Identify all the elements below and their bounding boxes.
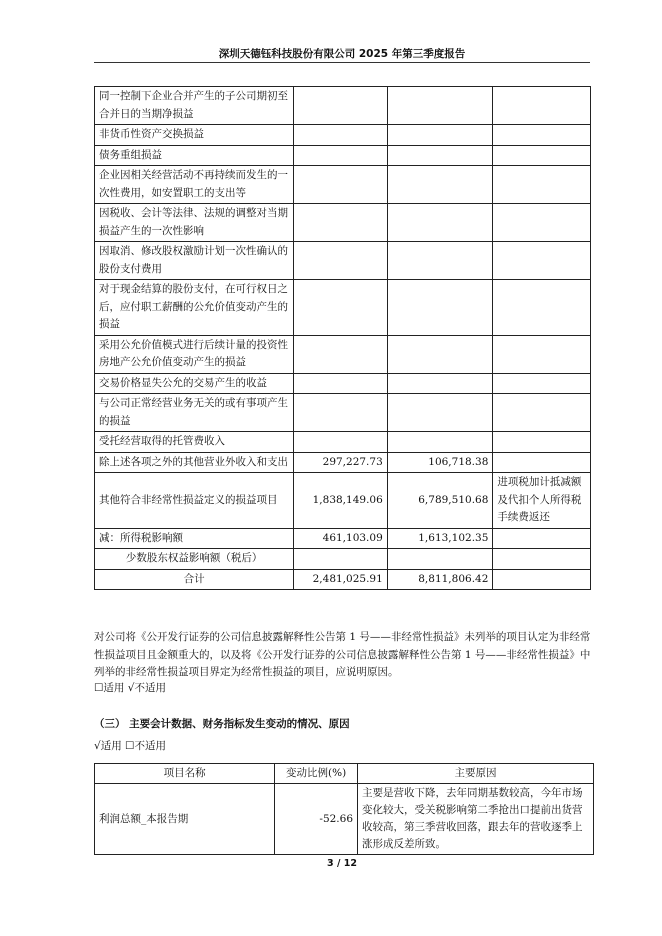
ytd-cell: 8,811,806.42 — [387, 569, 493, 590]
ytd-cell — [387, 87, 493, 125]
table-row — [95, 549, 591, 570]
current-period-cell: 2,481,025.91 — [294, 569, 388, 590]
item-label-cell: 减：所得税影响额 — [95, 528, 294, 549]
column-header-item: 项目名称 — [95, 764, 275, 784]
note-cell — [493, 394, 591, 432]
note-cell — [493, 166, 591, 204]
note-cell — [493, 432, 591, 453]
item-label-cell: 非货币性资产交换损益 — [95, 125, 294, 146]
ytd-cell — [387, 394, 493, 432]
table-row — [95, 784, 594, 855]
change-ratio-cell: -52.66 — [275, 784, 358, 855]
item-label-cell: 与公司正常经营业务无关的或有事项产生的损益 — [95, 394, 294, 432]
note-cell — [493, 242, 591, 280]
item-label-cell: 受托经营取得的托管费收入 — [95, 432, 294, 453]
item-label-cell: 因取消、修改股权激励计划一次性确认的股份支付费用 — [95, 242, 294, 280]
note-cell — [493, 452, 591, 473]
ytd-cell — [387, 549, 493, 570]
ytd-cell — [387, 335, 493, 373]
ytd-cell — [387, 432, 493, 453]
table-row — [95, 373, 591, 394]
ytd-cell — [387, 145, 493, 166]
note-cell — [493, 373, 591, 394]
current-period-cell — [294, 549, 388, 570]
item-label-cell: 采用公允价值模式进行后续计量的投资性房地产公允价值变动产生的损益 — [95, 335, 294, 373]
table-row — [95, 145, 591, 166]
table-header-row — [95, 764, 594, 784]
table-row — [95, 432, 591, 453]
table-row — [95, 125, 591, 146]
note-cell — [493, 280, 591, 336]
item-label-cell: 对于现金结算的股份支付，在可行权日之后，应付职工薪酬的公允价值变动产生的损益 — [95, 280, 294, 336]
note-cell: 进项税加计抵减额及代扣个人所得税手续费返还 — [493, 473, 591, 529]
ytd-cell: 6,789,510.68 — [387, 473, 493, 529]
note-paragraph: 对公司将《公开发行证券的公司信息披露解释性公告第 1 号——非经常性损益》未列举的项目认定为非经常性损益项目且金额重大的，以及将《公开发行证券的公司信息披露解释性公告第 1 号——非经常性损益》中列举的非经常性损益项目界定为经常性损益的项目，应说明原因。 — [94, 631, 591, 678]
note-cell — [493, 569, 591, 590]
item-label-cell: 企业因相关经营活动不再持续而发生的一次性费用，如安置职工的支出等 — [95, 166, 294, 204]
table-row — [95, 87, 591, 125]
note-cell — [493, 549, 591, 570]
ytd-cell — [387, 280, 493, 336]
ytd-cell: 106,718.38 — [387, 452, 493, 473]
note-cell — [493, 87, 591, 125]
header-divider — [94, 62, 590, 63]
current-period-cell — [294, 145, 388, 166]
column-header-reason: 主要原因 — [358, 764, 594, 784]
note-cell — [493, 528, 591, 549]
item-label-cell: 因税收、会计等法律、法规的调整对当期损益产生的一次性影响 — [95, 204, 294, 242]
table-row — [95, 452, 591, 473]
item-label-cell: 交易价格显失公允的交易产生的收益 — [95, 373, 294, 394]
ytd-cell — [387, 125, 493, 146]
current-period-cell: 1,838,149.06 — [294, 473, 388, 529]
item-label-cell: 合计 — [95, 569, 294, 590]
item-label-cell: 其他符合非经常性损益定义的损益项目 — [95, 473, 294, 529]
note-cell — [493, 145, 591, 166]
ytd-cell: 1,613,102.35 — [387, 528, 493, 549]
applicability-option-1: ☐适用 √不适用 — [94, 682, 166, 694]
current-period-cell — [294, 242, 388, 280]
note-cell — [493, 125, 591, 146]
item-label-cell: 除上述各项之外的其他营业外收入和支出 — [95, 452, 294, 473]
reason-cell: 主要是营收下降，去年同期基数较高，今年市场变化较大，受关税影响第二季抢出口提前出货营收较高，第三季营收回落，跟去年的营收逐季上涨形成反差所致。 — [358, 784, 594, 855]
table-row — [95, 166, 591, 204]
non-recurring-items-table — [94, 86, 591, 590]
table-row — [95, 280, 591, 336]
column-header-ratio: 变动比例(%) — [275, 764, 358, 784]
page-number: 3 / 12 — [327, 858, 357, 869]
item-label-cell: 同一控制下企业合并产生的子公司期初至合并日的当期净损益 — [95, 87, 294, 125]
item-label-cell: 少数股东权益影响额（税后） — [95, 549, 294, 570]
current-period-cell — [294, 335, 388, 373]
current-period-cell — [294, 432, 388, 453]
table-row — [95, 473, 591, 529]
item-name-cell: 利润总额_本报告期 — [95, 784, 275, 855]
note-cell — [493, 335, 591, 373]
ytd-cell — [387, 166, 493, 204]
table-row — [95, 204, 591, 242]
table-row — [95, 335, 591, 373]
note-cell — [493, 204, 591, 242]
current-period-cell: 297,227.73 — [294, 452, 388, 473]
item-label-cell: 债务重组损益 — [95, 145, 294, 166]
current-period-cell — [294, 394, 388, 432]
current-period-cell — [294, 166, 388, 204]
report-header-title: 深圳天德钰科技股份有限公司 2025 年第三季度报告 — [218, 48, 466, 60]
financial-change-table — [94, 763, 594, 855]
table-row — [95, 569, 591, 590]
current-period-cell — [294, 280, 388, 336]
ytd-cell — [387, 373, 493, 394]
ytd-cell — [387, 204, 493, 242]
table-row — [95, 242, 591, 280]
current-period-cell — [294, 204, 388, 242]
current-period-cell — [294, 87, 388, 125]
applicability-option-2: √适用 ☐不适用 — [94, 740, 166, 752]
current-period-cell: 461,103.09 — [294, 528, 388, 549]
ytd-cell — [387, 242, 493, 280]
current-period-cell — [294, 373, 388, 394]
section-3-title: （三） 主要会计数据、财务指标发生变动的情况、原因 — [94, 718, 350, 730]
table-row — [95, 528, 591, 549]
table-row — [95, 394, 591, 432]
current-period-cell — [294, 125, 388, 146]
